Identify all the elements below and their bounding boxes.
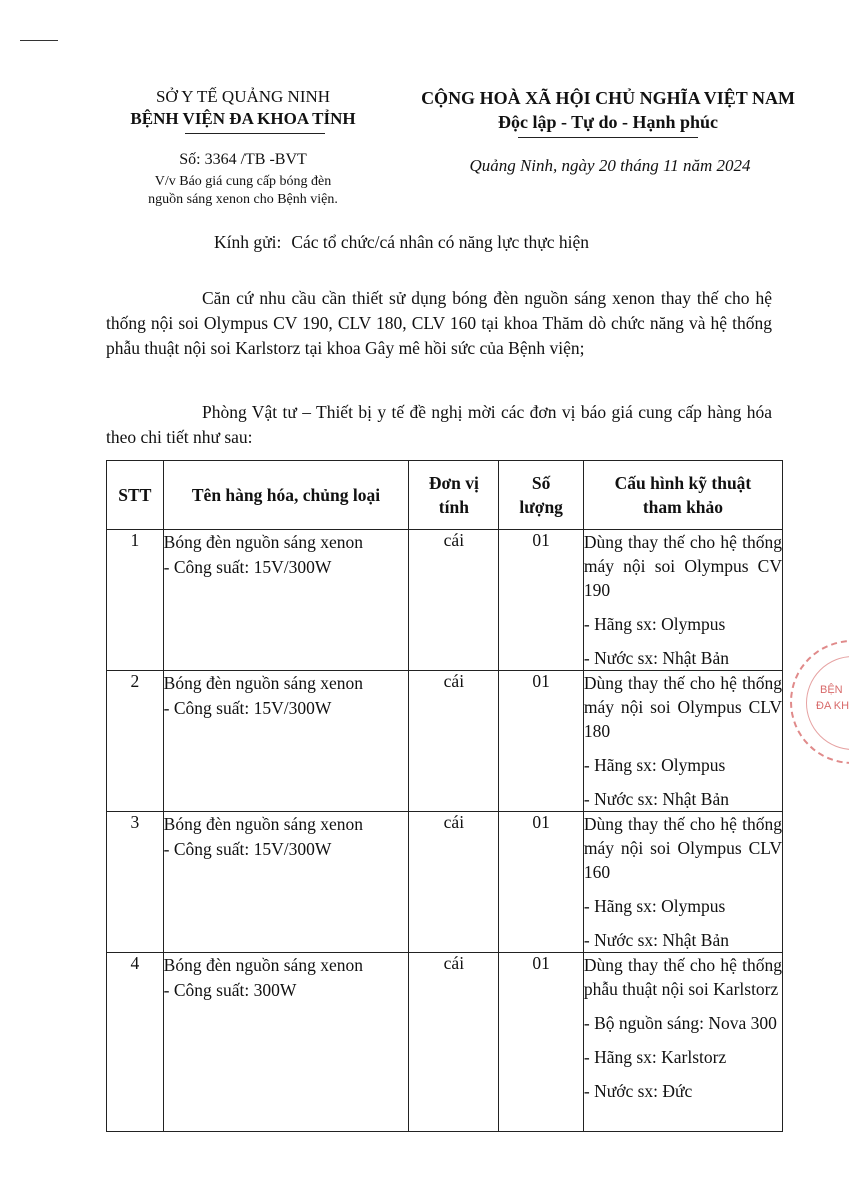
spec-line: - Nước sx: Nhật Bản bbox=[583, 648, 729, 668]
spec-line: - Nước sx: Nhật Bản bbox=[583, 789, 729, 809]
item-power: - Công suất: 15V/300W bbox=[163, 698, 332, 718]
header-unit bbox=[409, 461, 499, 530]
goods-table bbox=[106, 460, 783, 1132]
row-quantity: 01 bbox=[499, 812, 583, 953]
subject-line-2: nguồn sáng xenon cho Bệnh viện. bbox=[148, 192, 338, 207]
row-quantity: 01 bbox=[499, 953, 583, 1132]
spec-line: - Hãng sx: Olympus bbox=[583, 896, 726, 916]
item-power: - Công suất: 300W bbox=[163, 980, 297, 1000]
row-unit: cái bbox=[409, 953, 499, 1132]
row-stt: 2 bbox=[107, 671, 164, 812]
item-power: - Công suất: 15V/300W bbox=[163, 557, 332, 577]
document-subject bbox=[100, 173, 386, 209]
table-row bbox=[107, 812, 783, 953]
subject-line-1: V/v Báo giá cung cấp bóng đèn bbox=[154, 174, 332, 189]
spec-line: - Bộ nguồn sáng: Nova 300 bbox=[583, 1013, 777, 1033]
body-paragraph-2 bbox=[106, 400, 772, 450]
spec-line: - Hãng sx: Karlstorz bbox=[583, 1047, 727, 1067]
paragraph-1-text: Căn cứ nhu cầu cần thiết sử dụng bóng đèn nguồn sáng xenon thay thế cho hệ thống nội soi Olympus CV 190, CLV 180, CLV 160 tại khoa Thăm dò chức năng và hệ thống phẫu thuật nội soi Karlstorz tại khoa Gây mê hồi sức của Bệnh viện; bbox=[106, 288, 772, 358]
row-unit: cái bbox=[409, 530, 499, 671]
item-name: Bóng đèn nguồn sáng xenon bbox=[163, 532, 363, 552]
spec-description: Dùng thay thế cho hệ thống máy nội soi Olympus CLV 160 bbox=[583, 814, 782, 882]
spec-line: - Nước sx: Nhật Bản bbox=[583, 930, 729, 950]
header-stt: STT bbox=[107, 461, 164, 530]
header-quantity bbox=[499, 461, 583, 530]
item-name: Bóng đèn nguồn sáng xenon bbox=[163, 955, 363, 975]
row-spec bbox=[583, 671, 782, 812]
red-seal-stamp bbox=[790, 640, 849, 764]
paragraph-2-text: Phòng Vật tư – Thiết bị y tế đề nghị mời các đơn vị báo giá cung cấp hàng hóa theo chi tiết như sau: bbox=[106, 402, 772, 447]
table-header-row bbox=[107, 461, 783, 530]
row-stt: 1 bbox=[107, 530, 164, 671]
hospital-name: BỆNH VIỆN ĐA KHOA TỈNH bbox=[130, 109, 356, 128]
header-spec bbox=[583, 461, 782, 530]
row-stt: 4 bbox=[107, 953, 164, 1132]
row-name bbox=[163, 953, 409, 1132]
header-qty-line-2: lượng bbox=[519, 497, 563, 517]
header-spec-line-1: Cấu hình kỹ thuật bbox=[614, 473, 752, 493]
document-date: Quảng Ninh, ngày 20 tháng 11 năm 2024 bbox=[469, 156, 751, 175]
seal-text-2: ĐA KH bbox=[816, 700, 849, 712]
header-name: Tên hàng hóa, chủng loại bbox=[163, 461, 409, 530]
row-quantity: 01 bbox=[499, 671, 583, 812]
table-row bbox=[107, 953, 783, 1132]
spec-description: Dùng thay thế cho hệ thống phẫu thuật nội soi Karlstorz bbox=[583, 955, 782, 999]
national-header bbox=[398, 86, 818, 134]
document-number: Số: 3364 /TB -BVT bbox=[179, 151, 307, 168]
item-name: Bóng đèn nguồn sáng xenon bbox=[163, 673, 363, 693]
row-quantity: 01 bbox=[499, 530, 583, 671]
item-power: - Công suất: 15V/300W bbox=[163, 839, 332, 859]
row-spec bbox=[583, 812, 782, 953]
row-name bbox=[163, 812, 409, 953]
row-spec bbox=[583, 530, 782, 671]
spec-description: Dùng thay thế cho hệ thống máy nội soi Olympus CV 190 bbox=[583, 532, 782, 600]
row-spec bbox=[583, 953, 782, 1132]
issuer-header bbox=[100, 86, 386, 130]
row-name bbox=[163, 530, 409, 671]
body-paragraph-1 bbox=[106, 286, 772, 361]
item-name: Bóng đèn nguồn sáng xenon bbox=[163, 814, 363, 834]
seal-text-1: BỆN bbox=[820, 684, 843, 696]
table-row bbox=[107, 671, 783, 812]
header-qty-line-1: Số bbox=[531, 473, 551, 493]
scan-mark bbox=[20, 40, 58, 41]
table-row bbox=[107, 530, 783, 671]
salutation-recipient: Các tổ chức/cá nhân có năng lực thực hiện bbox=[291, 232, 589, 252]
salutation-label: Kính gửi: bbox=[214, 232, 282, 252]
country-name: CỘNG HOÀ XÃ HỘI CHỦ NGHĨA VIỆT NAM bbox=[421, 88, 795, 108]
spec-description: Dùng thay thế cho hệ thống máy nội soi Olympus CLV 180 bbox=[583, 673, 782, 741]
spec-line: - Hãng sx: Olympus bbox=[583, 614, 726, 634]
row-unit: cái bbox=[409, 671, 499, 812]
spec-line: - Hãng sx: Olympus bbox=[583, 755, 726, 775]
national-motto: Độc lập - Tự do - Hạnh phúc bbox=[497, 112, 719, 132]
row-stt: 3 bbox=[107, 812, 164, 953]
header-spec-line-2: tham khảo bbox=[642, 497, 724, 517]
issuer-underline bbox=[185, 133, 325, 134]
spec-line: - Nước sx: Đức bbox=[583, 1081, 693, 1101]
department-name: SỞ Y TẾ QUẢNG NINH bbox=[155, 87, 331, 106]
header-unit-line-1: Đơn vị bbox=[428, 473, 479, 493]
salutation bbox=[214, 232, 589, 253]
header-unit-line-2: tính bbox=[438, 497, 469, 517]
row-unit: cái bbox=[409, 812, 499, 953]
motto-underline bbox=[518, 137, 698, 138]
row-name bbox=[163, 671, 409, 812]
